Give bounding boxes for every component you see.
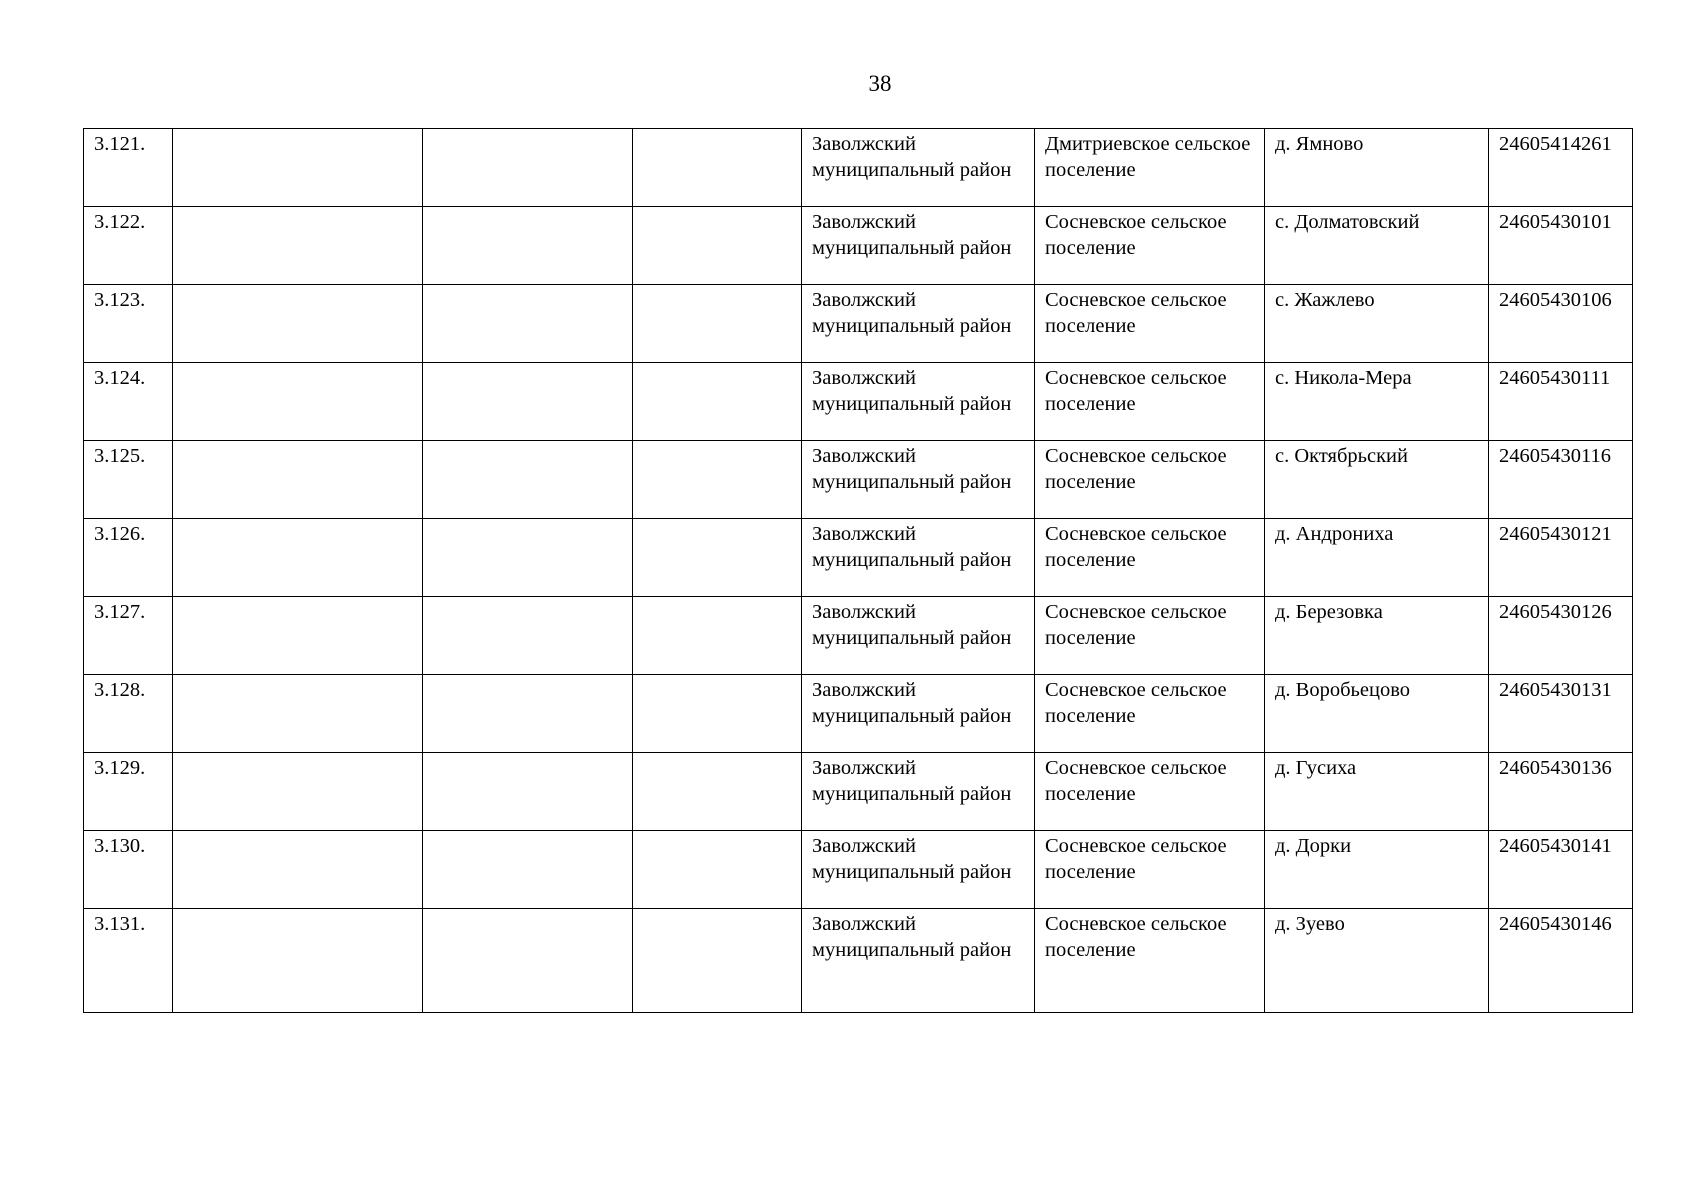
locality-cell: с. Октябрьский [1265,441,1489,519]
empty-cell [423,597,633,675]
settlement-cell: Сосневское сельское поселение [1035,519,1265,597]
empty-cell [423,753,633,831]
district-cell: Заволжский муниципальный район [802,207,1035,285]
empty-cell [173,207,423,285]
row-number-cell: 3.124. [84,363,173,441]
row-number-cell: 3.131. [84,909,173,1013]
district-cell: Заволжский муниципальный район [802,441,1035,519]
table-row [84,675,1633,753]
locality-cell: д. Ямново [1265,129,1489,207]
table-row [84,597,1633,675]
oktmo-code-cell: 24605430111 [1489,363,1633,441]
empty-cell [423,363,633,441]
table-row [84,519,1633,597]
row-number-cell: 3.128. [84,675,173,753]
row-number-cell: 3.130. [84,831,173,909]
row-number-cell: 3.129. [84,753,173,831]
oktmo-code-cell: 24605414261 [1489,129,1633,207]
table-body [84,129,1633,1013]
empty-cell [173,675,423,753]
empty-cell [633,285,802,363]
locality-cell: д. Андрониха [1265,519,1489,597]
oktmo-code-cell: 24605430121 [1489,519,1633,597]
empty-cell [173,519,423,597]
empty-cell [173,285,423,363]
table-row [84,441,1633,519]
empty-cell [423,675,633,753]
empty-cell [173,909,423,1013]
empty-cell [423,519,633,597]
oktmo-code-cell: 24605430101 [1489,207,1633,285]
empty-cell [423,909,633,1013]
empty-cell [633,753,802,831]
empty-cell [423,207,633,285]
oktmo-code-cell: 24605430106 [1489,285,1633,363]
locality-cell: д. Зуево [1265,909,1489,1013]
table-row [84,909,1633,1013]
oktmo-code-cell: 24605430136 [1489,753,1633,831]
oktmo-code-cell: 24605430131 [1489,675,1633,753]
row-number-cell: 3.121. [84,129,173,207]
row-number-cell: 3.125. [84,441,173,519]
empty-cell [633,831,802,909]
empty-cell [173,597,423,675]
page-number: 38 [868,71,892,96]
row-number-cell: 3.127. [84,597,173,675]
empty-cell [633,441,802,519]
locality-cell: д. Гусиха [1265,753,1489,831]
oktmo-code-cell: 24605430126 [1489,597,1633,675]
empty-cell [173,831,423,909]
district-cell: Заволжский муниципальный район [802,831,1035,909]
settlement-cell: Сосневское сельское поселение [1035,831,1265,909]
locality-cell: д. Березовка [1265,597,1489,675]
empty-cell [423,441,633,519]
empty-cell [633,129,802,207]
locality-cell: с. Долматовский [1265,207,1489,285]
empty-cell [423,285,633,363]
settlement-cell: Сосневское сельское поселение [1035,441,1265,519]
empty-cell [173,129,423,207]
district-cell: Заволжский муниципальный район [802,675,1035,753]
empty-cell [173,363,423,441]
row-number-cell: 3.122. [84,207,173,285]
district-cell: Заволжский муниципальный район [802,129,1035,207]
table-row [84,753,1633,831]
settlements-table [83,128,1633,1013]
district-cell: Заволжский муниципальный район [802,597,1035,675]
settlement-cell: Сосневское сельское поселение [1035,753,1265,831]
empty-cell [173,753,423,831]
empty-cell [633,363,802,441]
settlement-cell: Сосневское сельское поселение [1035,675,1265,753]
locality-cell: д. Дорки [1265,831,1489,909]
empty-cell [633,675,802,753]
settlement-cell: Сосневское сельское поселение [1035,207,1265,285]
empty-cell [633,909,802,1013]
table-row [84,831,1633,909]
empty-cell [633,597,802,675]
empty-cell [423,831,633,909]
row-number-cell: 3.123. [84,285,173,363]
settlement-cell: Сосневское сельское поселение [1035,363,1265,441]
locality-cell: д. Воробьецово [1265,675,1489,753]
settlement-cell: Дмитриевское сельское поселение [1035,129,1265,207]
empty-cell [633,207,802,285]
settlement-cell: Сосневское сельское поселение [1035,909,1265,1013]
district-cell: Заволжский муниципальный район [802,519,1035,597]
oktmo-code-cell: 24605430141 [1489,831,1633,909]
table-row [84,363,1633,441]
settlement-cell: Сосневское сельское поселение [1035,597,1265,675]
table-row [84,207,1633,285]
district-cell: Заволжский муниципальный район [802,753,1035,831]
row-number-cell: 3.126. [84,519,173,597]
empty-cell [173,441,423,519]
locality-cell: с. Жажлево [1265,285,1489,363]
district-cell: Заволжский муниципальный район [802,909,1035,1013]
oktmo-code-cell: 24605430116 [1489,441,1633,519]
oktmo-code-cell: 24605430146 [1489,909,1633,1013]
district-cell: Заволжский муниципальный район [802,363,1035,441]
locality-cell: с. Никола-Мера [1265,363,1489,441]
settlement-cell: Сосневское сельское поселение [1035,285,1265,363]
table-row [84,285,1633,363]
empty-cell [633,519,802,597]
empty-cell [423,129,633,207]
district-cell: Заволжский муниципальный район [802,285,1035,363]
table-row [84,129,1633,207]
